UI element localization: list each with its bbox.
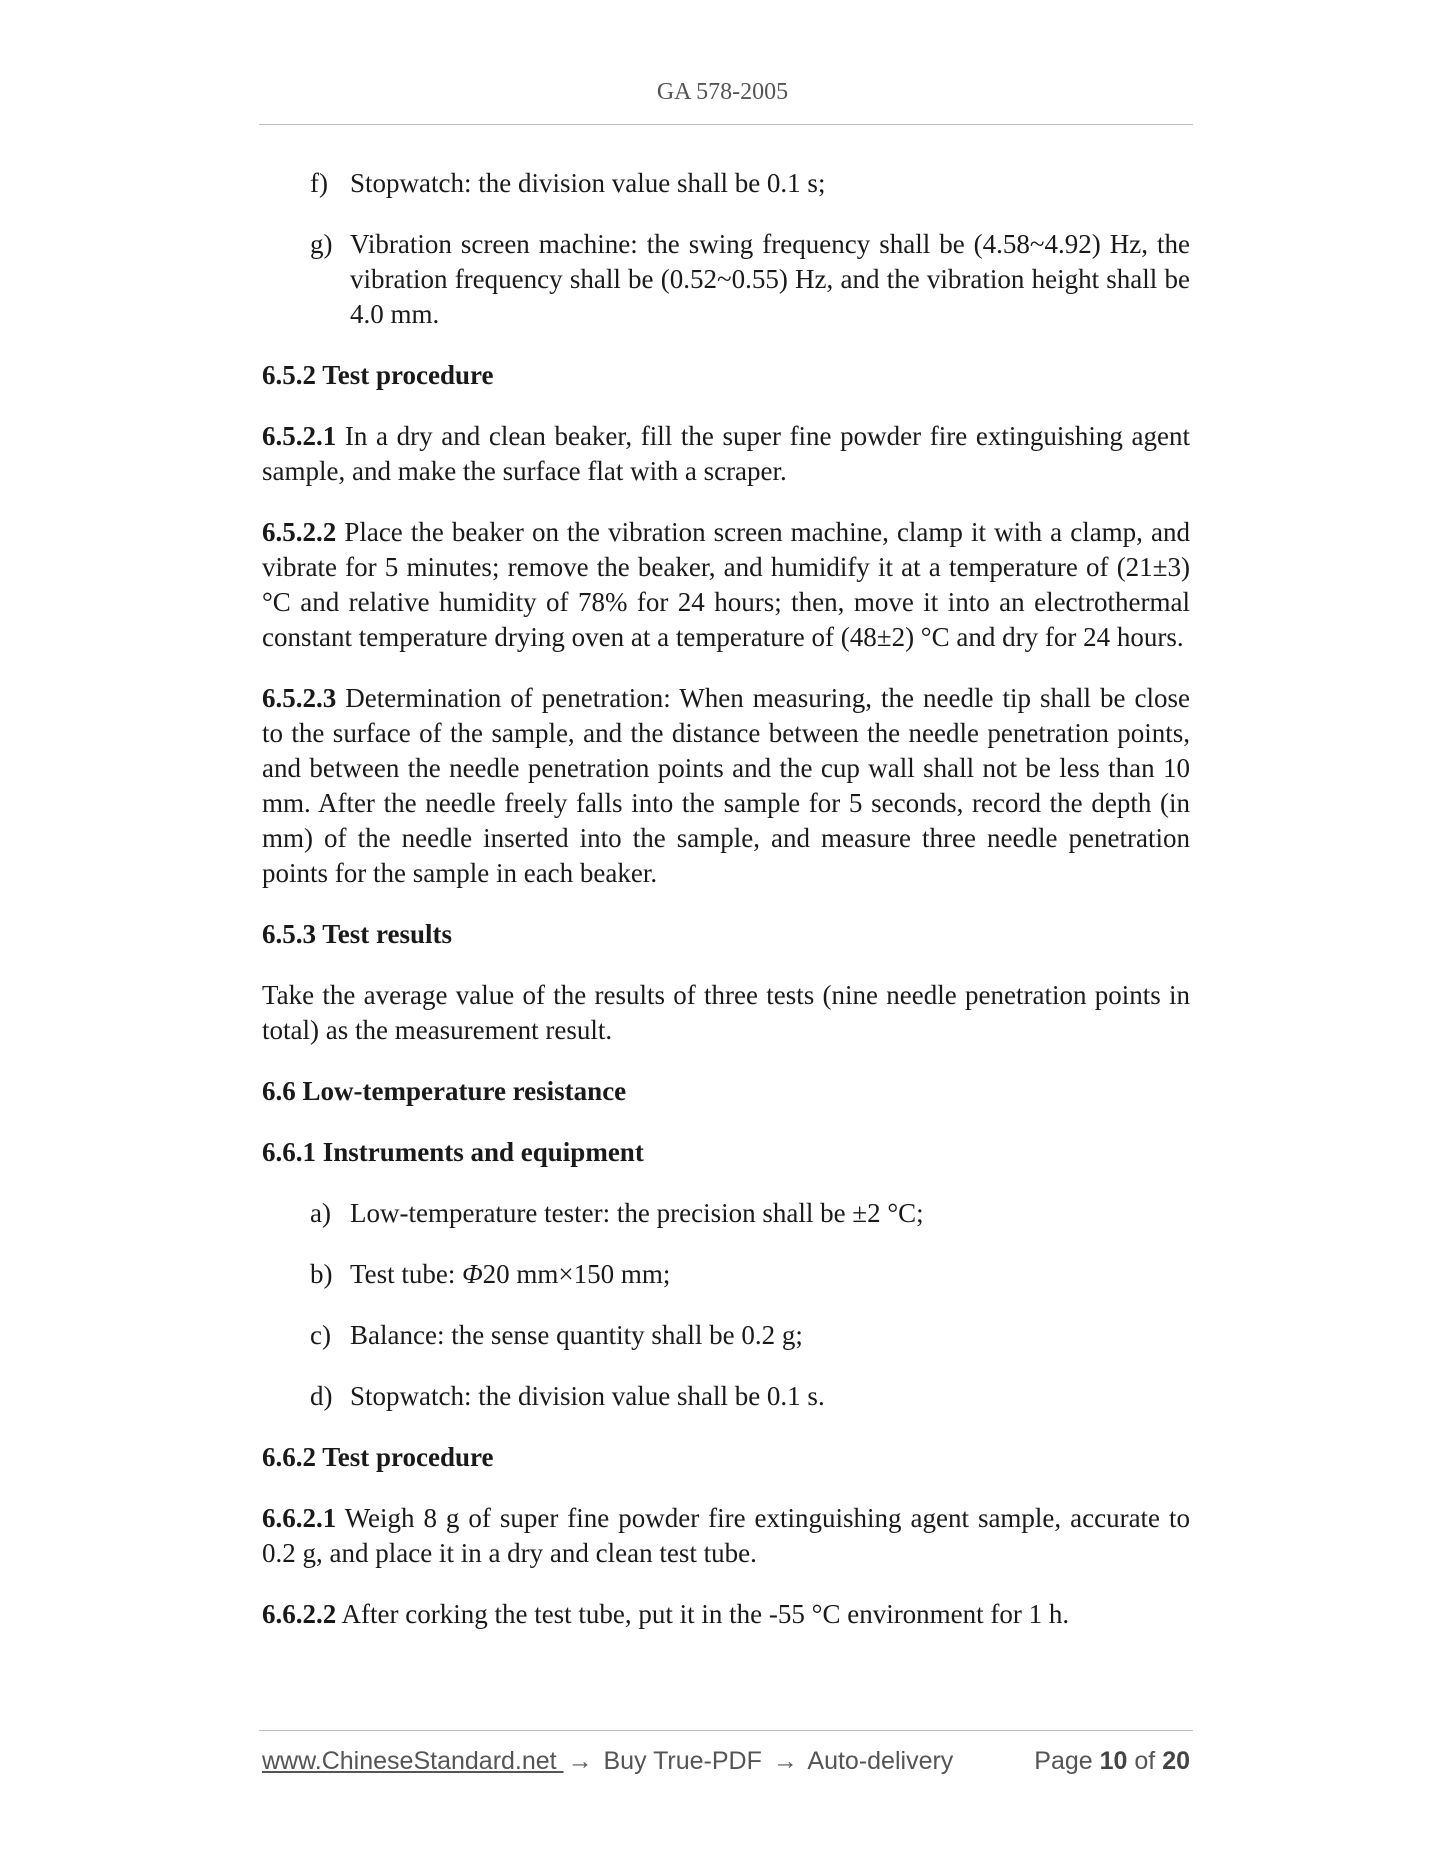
list-item-text: Balance: the sense quantity shall be 0.2 g; — [350, 1320, 803, 1350]
clause-number: 6.5.2.2 — [262, 517, 337, 547]
document-body — [262, 166, 1190, 1632]
page-header-title: GA 578-2005 — [656, 79, 789, 105]
clause-number: 6.5.2.3 — [262, 683, 337, 713]
page-number: 10 — [1099, 1747, 1128, 1775]
list-marker: f) — [310, 168, 328, 198]
list-item-d — [262, 1379, 1190, 1414]
list-marker: c) — [310, 1320, 331, 1350]
list-item-text: Vibration screen machine: the swing frequency shall be (4.58~4.92) Hz, the vibration frequency shall be (0.52~0.55) Hz, and the vibration height shall be 4.0 mm. — [350, 229, 1190, 329]
paragraph-text: Place the beaker on the vibration screen machine, clamp it with a clamp, and vibrate for 5 minutes; remove the beaker, and humidify it at a temperature of (21±3) °C and relative humidity of 78% for 24 hours; then, move it into an electrothermal constant temperature drying oven at a temperature of (48±2) °C and dry for 24 hours. — [262, 517, 1190, 652]
clause-number: 6.6.2.2 — [262, 1599, 337, 1629]
section-heading-6-6: 6.6 Low-temperature resistance — [262, 1076, 627, 1106]
list-marker: a) — [310, 1198, 331, 1228]
list-item-f — [262, 166, 1190, 201]
website-link[interactable]: www.ChineseStandard.net — [262, 1747, 564, 1775]
list-marker: g) — [310, 229, 333, 259]
paragraph-6-5-2-1 — [262, 419, 1190, 489]
page-footer — [262, 1747, 1190, 1776]
clause-number: 6.5.2.1 — [262, 421, 337, 451]
list-item-c — [262, 1318, 1190, 1353]
paragraph-6-6-2-2 — [262, 1597, 1190, 1632]
page-indicator — [1034, 1747, 1190, 1776]
page-label: Page — [1034, 1747, 1100, 1775]
list-marker: d) — [310, 1381, 333, 1411]
section-heading-6-5-2: 6.5.2 Test procedure — [262, 360, 494, 390]
page-total: 20 — [1162, 1747, 1190, 1775]
list-item-prefix: Test tube: — [350, 1259, 463, 1289]
list-item-text: Stopwatch: the division value shall be 0.1 s; — [350, 168, 826, 198]
clause-number: 6.6.2.1 — [262, 1503, 337, 1533]
paragraph-6-5-2-2 — [262, 515, 1190, 655]
list-item-text: Low-temperature tester: the precision shall be ±2 °C; — [350, 1198, 924, 1228]
paragraph-6-5-2-3 — [262, 681, 1190, 891]
section-heading-6-5-3: 6.5.3 Test results — [262, 919, 453, 949]
list-item-text: Stopwatch: the division value shall be 0.1 s. — [350, 1381, 825, 1411]
footer-divider — [259, 1730, 1193, 1731]
diameter-symbol: Φ — [462, 1259, 483, 1289]
paragraph-text: After corking the test tube, put it in the -55 °C environment for 1 h. — [336, 1599, 1070, 1629]
buy-true-pdf-text: Buy True-PDF — [596, 1747, 769, 1775]
paragraph-6-5-3: Take the average value of the results of three tests (nine needle penetration points in total) as the measurement result. — [262, 980, 1190, 1045]
list-item-a — [262, 1196, 1190, 1231]
list-item-g — [262, 227, 1190, 332]
section-heading-6-6-2: 6.6.2 Test procedure — [262, 1442, 494, 1472]
arrow-right-icon: → — [772, 1747, 798, 1775]
header-divider — [259, 124, 1193, 125]
section-heading-6-6-1: 6.6.1 Instruments and equipment — [262, 1137, 644, 1167]
of-label: of — [1127, 1747, 1163, 1775]
paragraph-text: Weigh 8 g of super fine powder fire extinguishing agent sample, accurate to 0.2 g, and place it in a dry and clean test tube. — [262, 1503, 1190, 1568]
list-marker: b) — [310, 1259, 333, 1289]
paragraph-text: Determination of penetration: When measuring, the needle tip shall be close to the surface of the sample, and the distance between the needle penetration points, and between the needle penetration points and the cup wall shall not be less than 10 mm. After the needle freely falls into the sample for 5 seconds, record the depth (in mm) of the needle inserted into the sample, and measure three needle penetration points for the sample in each beaker. — [262, 683, 1190, 888]
auto-delivery-text: Auto-delivery — [801, 1747, 954, 1775]
paragraph-text: In a dry and clean beaker, fill the super fine powder fire extinguishing agent sample, and make the surface flat with a scraper. — [262, 421, 1190, 486]
paragraph-6-6-2-1 — [262, 1501, 1190, 1571]
list-item-text: 20 mm×150 mm; — [482, 1259, 671, 1289]
arrow-right-icon: → — [567, 1747, 593, 1775]
list-item-b — [262, 1257, 1190, 1292]
